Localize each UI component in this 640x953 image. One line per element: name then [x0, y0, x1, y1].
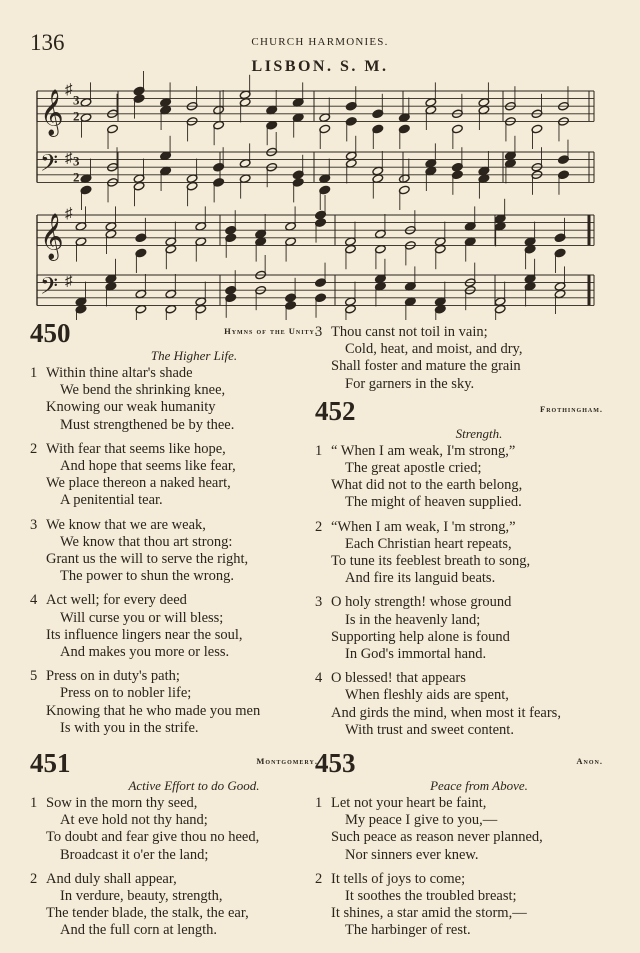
verse-text: Within thine altar's shade: [46, 365, 193, 381]
stanza: [30, 441, 318, 510]
verse-text: O holy strength! whose ground: [331, 594, 512, 611]
treble-clef: 𝄞: [40, 89, 64, 135]
stanza: [30, 365, 318, 434]
verse-line: Is in the heavenly land;: [345, 611, 481, 628]
verse-text: We know that we are weak,: [46, 516, 206, 533]
verse-line: Nor sinners ever knew.: [345, 846, 479, 863]
verse-line: [30, 668, 318, 685]
hymn-450-continued: [315, 324, 603, 393]
verse-line: And makes you more or less.: [60, 644, 230, 661]
stanza-number: 2: [315, 518, 323, 535]
treble-clef: 𝄞: [40, 213, 64, 259]
hymn-number: 452: [315, 395, 356, 426]
verse-text: Act well; for every deed: [46, 592, 187, 609]
music-score: [0, 0, 640, 320]
verse-line: Knowing that he who made you men: [46, 702, 261, 719]
stanza: [315, 670, 603, 739]
verse-line: The power to shun the wrong.: [60, 568, 234, 585]
verse-line: We bend the shrinking knee,: [60, 382, 226, 399]
stanza: [30, 795, 318, 864]
verse-text: Sow in the morn thy seed,: [46, 795, 198, 812]
verse-text: “ When I am weak, I'm strong,”: [331, 442, 516, 459]
stanza-number: 2: [315, 870, 323, 887]
verse-line: We know that thou art strong:: [60, 533, 233, 550]
verse-line: Press on to nobler life;: [60, 685, 192, 702]
verse-line: When fleshly aids are spent,: [345, 687, 509, 704]
time-signature: 2: [73, 169, 80, 185]
page-number: 136: [30, 30, 65, 55]
verse-line: Cold, heat, and moist, and dry,: [345, 341, 523, 358]
verse-line: [315, 871, 603, 888]
verse-line: It shines, a star amid the storm,—: [331, 905, 527, 922]
verse-line: [315, 594, 603, 611]
verse-line: The great apostle cried;: [345, 460, 482, 477]
verse-text: O blessed! that appears: [331, 670, 466, 687]
stanza: [315, 443, 603, 512]
verse-line: At eve hold not thy hand;: [60, 812, 208, 829]
hymn-header: [315, 395, 603, 426]
verse-line: We place thereon a naked heart,: [46, 475, 231, 492]
hymn-header: [315, 748, 603, 779]
verse-line: [315, 795, 603, 812]
key-signature-sharp: ♯: [65, 150, 73, 167]
verse-text: With fear that seems like hope,: [46, 440, 226, 457]
verse-line: [315, 443, 603, 460]
hymn-number: 450: [30, 318, 71, 348]
stanza-number: 4: [30, 592, 38, 609]
stanza: [315, 324, 603, 393]
hymn-450: [30, 318, 318, 737]
stanza: [315, 871, 603, 940]
verse-line: And fire its languid beats.: [345, 570, 496, 587]
stanza-number: 4: [315, 670, 323, 687]
verse-line: Will curse you or will bless;: [60, 609, 224, 626]
verse-line: The might of heaven supplied.: [345, 494, 522, 511]
stanza: [315, 519, 603, 588]
running-head: CHURCH HARMONIES.: [251, 36, 389, 48]
verse-text: It tells of joys to come;: [331, 870, 466, 887]
hymn-subtitle: Strength.: [455, 425, 503, 441]
bass-clef: 𝄢: [40, 273, 59, 305]
verse-line: Is with you in the strife.: [60, 719, 199, 736]
hymn-header: [30, 748, 318, 779]
verse-line: Supporting help alone is found: [331, 628, 510, 645]
hymn-subtitle: The Higher Life.: [150, 348, 238, 363]
verse-line: Such peace as reason never planned,: [331, 829, 543, 846]
verse-line: [315, 519, 603, 536]
hymn-subtitle: Peace from Above.: [430, 778, 528, 794]
verse-line: [30, 795, 318, 812]
tune-title: LISBON. S. M.: [251, 58, 389, 75]
stanza: [30, 871, 318, 940]
stanza: [30, 517, 318, 586]
verse-line: And the full corn at length.: [60, 922, 218, 939]
right-column: [315, 324, 603, 947]
verse-text: Thou canst not toil in vain;: [331, 324, 488, 340]
stanza-number: 1: [315, 795, 323, 812]
verse-line: Shall foster and mature the grain: [331, 358, 521, 375]
stanza-number: 3: [30, 516, 38, 533]
verse-line: For garners in the sky.: [345, 375, 475, 392]
stanza: [315, 594, 603, 663]
stanza-number: 5: [30, 668, 38, 685]
bass-clef: 𝄢: [40, 150, 59, 182]
verse-line: My peace I give to you,—: [345, 812, 498, 829]
verse-line: [30, 441, 318, 458]
hymn-number: 453: [315, 748, 356, 779]
verse-line: [315, 324, 603, 341]
time-signature: 3: [73, 92, 80, 108]
stanza-number: 1: [30, 795, 38, 812]
verse-text: And duly shall appear,: [46, 870, 177, 887]
stanza-number: 3: [315, 324, 323, 340]
verse-line: A penitential tear.: [60, 492, 163, 509]
verse-line: In God's immortal hand.: [345, 646, 487, 663]
verse-line: It soothes the troubled breast;: [345, 888, 517, 905]
hymn-number: 451: [30, 748, 71, 779]
verse-text: Let not your heart be faint,: [331, 795, 487, 812]
stanza: [30, 668, 318, 737]
verse-line: Each Christian heart repeats,: [345, 535, 512, 552]
hymn-subtitle: Active Effort to do Good.: [128, 778, 260, 794]
verse-line: [30, 517, 318, 534]
verse-line: The tender blade, the stalk, the ear,: [46, 905, 249, 922]
verse-text: Press on in duty's path;: [46, 668, 180, 685]
stanza: [30, 592, 318, 661]
verse-line: And hope that seems like fear,: [60, 458, 236, 475]
verse-line: [315, 670, 603, 687]
verse-line: In verdure, beauty, strength,: [60, 888, 223, 905]
verse-line: The harbinger of rest.: [345, 922, 471, 939]
time-signature: 2: [73, 108, 80, 124]
verse-line: Knowing our weak humanity: [46, 399, 216, 416]
verse-text: “When I am weak, I 'm strong,”: [331, 518, 516, 535]
verse-line: To tune its feeblest breath to song,: [331, 553, 531, 570]
verse-line: And girds the mind, when most it fears,: [331, 704, 561, 721]
stanza: [315, 795, 603, 864]
stanza-number: 3: [315, 594, 323, 611]
hymn-451: [30, 748, 318, 940]
verse-line: [30, 592, 318, 609]
verse-line: What did not to the earth belong,: [331, 477, 523, 494]
hymn-header: [30, 318, 318, 348]
key-signature-sharp: ♯: [65, 206, 73, 223]
verse-line: Must strengthened be by thee.: [60, 416, 235, 433]
hymn-453: [315, 748, 603, 940]
verse-line: To doubt and fear give thou no heed,: [46, 829, 260, 846]
hymn-author: Hymns of the Unity.: [224, 326, 318, 336]
key-signature-sharp: ♯: [65, 273, 73, 290]
verse-line: Grant us the will to serve the right,: [46, 551, 249, 568]
stanza-number: 2: [30, 440, 38, 457]
hymn-author: Montgomery.: [256, 756, 318, 767]
left-column: [30, 318, 318, 947]
stanza-number: 1: [315, 442, 323, 459]
verse-line: Broadcast it o'er the land;: [60, 846, 209, 863]
key-signature-sharp: ♯: [65, 82, 73, 99]
verse-line: Its influence lingers near the soul,: [46, 626, 243, 643]
hymn-author: Anon.: [576, 756, 603, 767]
stanza-number: 1: [30, 365, 38, 381]
time-signature: 3: [73, 153, 80, 169]
verse-line: With trust and sweet content.: [345, 721, 514, 738]
hymn-author: Frothingham.: [540, 403, 603, 414]
hymn-452: [315, 395, 603, 739]
stanza-number: 2: [30, 870, 38, 887]
verse-line: [30, 871, 318, 888]
verse-line: [30, 365, 318, 382]
